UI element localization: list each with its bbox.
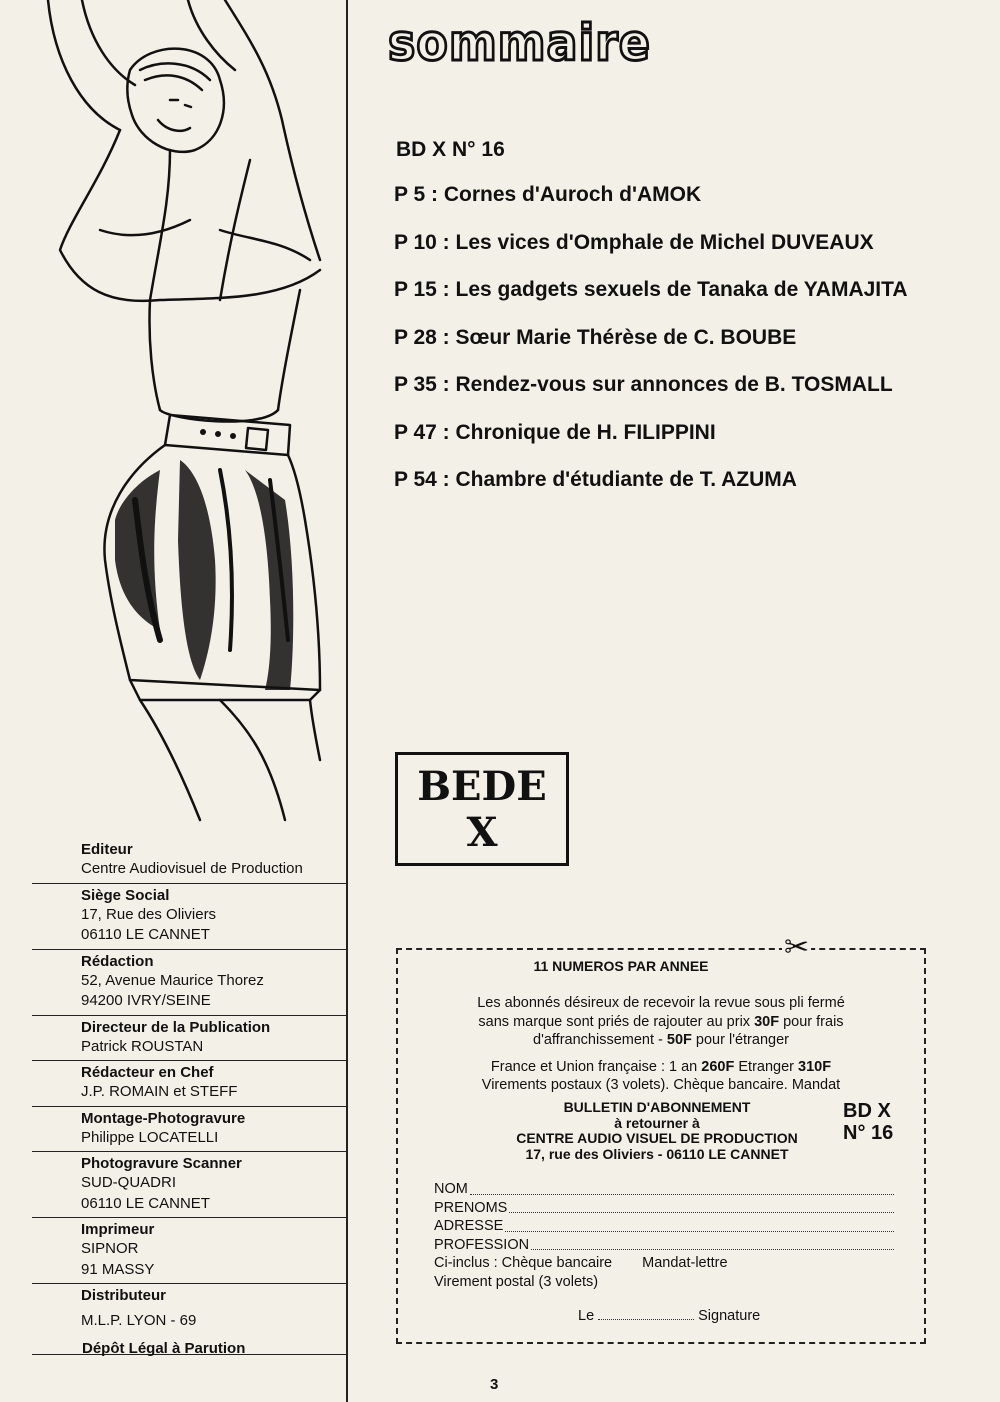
- terms-text: Etranger: [734, 1058, 799, 1075]
- toc-page: P 47: [394, 420, 437, 444]
- signature-line: [578, 1308, 760, 1324]
- credit-redacteur-en-chef: [32, 1061, 346, 1107]
- page-title: sommaire: [388, 14, 651, 72]
- toc-author: TOSMALL: [791, 373, 893, 396]
- toc-title: Cornes d'Auroch d': [443, 183, 637, 206]
- toc-title: Les vices d'Omphale de Michel: [455, 230, 771, 254]
- subscription-terms: [398, 994, 924, 1095]
- toc-author: FILIPPINI: [623, 420, 716, 444]
- toc-entry: P 35 : Rendez-vous sur annonces de B. TOSMALL: [394, 373, 893, 396]
- toc-page: P 5: [394, 183, 426, 206]
- terms-line: Virements postaux (3 volets). Chèque bancaire. Mandat: [481, 1077, 841, 1093]
- bulletin-line: CENTRE AUDIO VISUEL DE PRODUCTION: [516, 1130, 798, 1146]
- bdx-line1: BD X: [843, 1100, 891, 1122]
- issue-heading: BD X N° 16: [396, 138, 505, 161]
- terms-line: [398, 1031, 924, 1050]
- bede-x-logo: [395, 752, 569, 866]
- credit-line: J.P. ROMAIN et STEFF: [81, 1083, 238, 1100]
- toc-title: Les gadgets sexuels de Tanaka de: [455, 278, 804, 301]
- toc-author: DUVEAUX: [770, 230, 874, 254]
- page-number: 3: [490, 1376, 499, 1393]
- credit-line: SUD-QUADRI: [81, 1174, 177, 1191]
- credit-title: Imprimeur: [81, 1221, 155, 1238]
- terms-line: [398, 1058, 924, 1077]
- credit-title: Photogravure Scanner: [81, 1155, 242, 1172]
- bdx-line2: N° 16: [843, 1122, 894, 1144]
- credit-line: 94200 IVRY/SEINE: [81, 992, 211, 1009]
- toc-entry: P 47 : Chronique de H. FILIPPINI: [394, 420, 716, 444]
- toc-title: Rendez-vous sur annonces de B.: [455, 373, 792, 396]
- credit-line: 91 MASSY: [81, 1260, 155, 1278]
- toc-page: P 54: [394, 468, 437, 491]
- toc-page: P 28: [394, 325, 437, 349]
- toc-entry: P 28 : Sœur Marie Thérèse de C. BOUBE: [394, 325, 797, 349]
- bulletin-line: à retourner à: [614, 1114, 700, 1131]
- logo-line2: X: [466, 809, 498, 856]
- subscription-heading: 11 NUMEROS PAR ANNEE: [533, 958, 709, 974]
- field-dotted-line[interactable]: [509, 1211, 894, 1213]
- terms-text: sans marque sont priés de rajouter au prix: [478, 1013, 755, 1030]
- credit-editeur: [32, 838, 346, 884]
- signature-label: Signature: [698, 1308, 761, 1324]
- credit-line: M.L.P. LYON - 69: [81, 1312, 197, 1329]
- bulletin-address: [492, 1100, 822, 1162]
- toc-entry: P 5 : Cornes d'Auroch d'AMOK: [394, 183, 702, 206]
- credit-title: Rédaction: [81, 952, 154, 970]
- toc-page: P 15: [394, 278, 437, 301]
- toc-entry: P 15 : Les gadgets sexuels de Tanaka de YAMAJITA: [394, 278, 908, 301]
- field-dotted-line[interactable]: [470, 1193, 894, 1195]
- credit-line: 17, Rue des Oliviers: [81, 905, 217, 923]
- toc-page: P 35: [394, 373, 437, 396]
- date-dotted-line[interactable]: [598, 1319, 694, 1320]
- payment-options: [434, 1254, 894, 1273]
- credit-line: Philippe LOCATELLI: [81, 1128, 219, 1146]
- illustration-woman-figure: [20, 0, 340, 835]
- credit-title: Montage-Photogravure: [81, 1109, 246, 1127]
- credit-title: Distributeur: [81, 1287, 167, 1304]
- field-dotted-line[interactable]: [505, 1230, 894, 1232]
- terms-text: France et Union française : 1 an: [490, 1058, 702, 1075]
- credit-title: Siège Social: [81, 886, 170, 904]
- credit-title: Editeur: [81, 841, 133, 858]
- credit-title: Directeur de la Publication: [81, 1018, 271, 1036]
- price-france: 260F: [701, 1058, 735, 1075]
- field-prenoms[interactable]: [434, 1199, 894, 1218]
- toc-author: YAMAJITA: [803, 278, 908, 301]
- toc-author: AMOK: [637, 183, 702, 206]
- toc-entry: P 10 : Les vices d'Omphale de Michel DUVEAUX: [394, 230, 874, 254]
- credit-imprimeur: [32, 1218, 346, 1284]
- column-divider: [346, 0, 348, 1402]
- terms-text: pour l'étranger: [691, 1032, 789, 1048]
- credit-montage: [32, 1107, 346, 1153]
- subscription-coupon: [396, 948, 926, 1344]
- price-extra: 30F: [754, 1013, 780, 1030]
- credit-line: 06110 LE CANNET: [81, 1194, 210, 1212]
- date-label: Le: [578, 1308, 595, 1324]
- depot-legal: Dépôt Légal à Parution: [82, 1340, 246, 1357]
- credit-redaction: [32, 950, 346, 1016]
- credit-line: 06110 LE CANNET: [81, 926, 210, 943]
- bulletin-line: BULLETIN D'ABONNEMENT: [563, 1099, 751, 1115]
- credit-line: Centre Audiovisuel de Production: [81, 860, 303, 877]
- field-label: NOM: [434, 1181, 468, 1197]
- field-nom[interactable]: [434, 1180, 894, 1199]
- credit-directeur: [32, 1016, 346, 1062]
- terms-line: [398, 1013, 924, 1032]
- field-profession[interactable]: [434, 1236, 894, 1255]
- credit-scanner: [32, 1152, 346, 1218]
- field-label: PROFESSION: [434, 1236, 530, 1253]
- bdx-issue-label: [843, 1100, 893, 1144]
- toc-author: BOUBE: [720, 325, 797, 349]
- field-label: PRENOMS: [434, 1199, 508, 1216]
- terms-text: pour frais: [779, 1013, 844, 1030]
- credit-line: 52, Avenue Maurice Thorez: [81, 971, 264, 989]
- field-label: ADRESSE: [434, 1218, 504, 1234]
- price-foreign-extra: 50F: [666, 1032, 692, 1048]
- toc-title: Chambre d'étudiante de T.: [455, 468, 722, 491]
- credit-siege-social: [32, 884, 346, 950]
- scissors-icon: ✂: [784, 931, 810, 964]
- terms-line: Les abonnés désireux de recevoir la revue sous pli fermé: [477, 995, 845, 1011]
- toc-author: AZUMA: [721, 468, 797, 491]
- price-foreign: 310F: [798, 1058, 832, 1075]
- terms-text: d'affranchissement -: [533, 1032, 667, 1048]
- credit-line: Patrick ROUSTAN: [81, 1037, 204, 1055]
- payment-cheque: Ci-inclus : Chèque bancaire: [434, 1255, 613, 1271]
- credit-title: Rédacteur en Chef: [81, 1064, 214, 1081]
- subscription-form: [434, 1180, 894, 1291]
- table-of-contents: [394, 183, 908, 516]
- bulletin-line: 17, rue des Oliviers - 06110 LE CANNET: [525, 1145, 789, 1162]
- field-dotted-line[interactable]: [531, 1248, 894, 1250]
- credits: [32, 838, 346, 1355]
- toc-title: Sœur Marie Thérèse de C.: [455, 325, 721, 349]
- credit-line: SIPNOR: [81, 1240, 139, 1257]
- payment-virement: Virement postal (3 volets): [434, 1273, 599, 1290]
- toc-page: P 10: [394, 230, 437, 254]
- toc-entry: P 54 : Chambre d'étudiante de T. AZUMA: [394, 468, 797, 491]
- payment-mandat: Mandat-lettre: [642, 1255, 728, 1271]
- field-adresse[interactable]: [434, 1217, 894, 1236]
- toc-title: Chronique de H.: [455, 420, 624, 444]
- logo-line1: BEDE: [417, 763, 547, 810]
